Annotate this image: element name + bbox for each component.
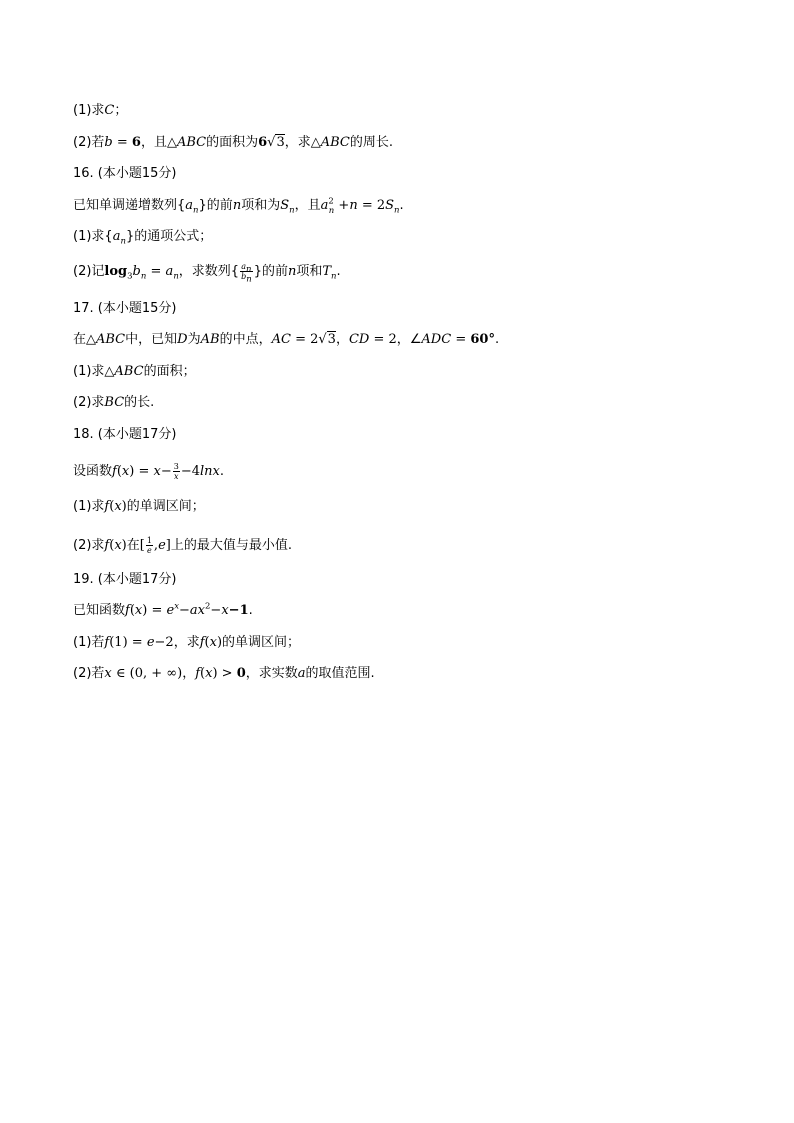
q19-stem: 已知函数$f(x) = e^x-ax^2-x-1$. (73, 601, 253, 618)
q18-stem: 设函数f(x) = x− $\frac{3}{x}$ −4lnx. (73, 462, 225, 481)
q19-part2: (2)若x ∈ (0, + ∞)，f(x) > 0，求实数a的取值范围. (73, 666, 375, 681)
q17-part1: (1)求△ABC的面积； (73, 364, 196, 379)
q19-part1: (1)若f(1) = e−2，求f(x)的单调区间； (73, 635, 301, 650)
q16-part1: (1)求$\{a_n\}$的通项公式； (73, 229, 213, 247)
q17-header: 17. (本小题15分) (73, 301, 177, 316)
q15-part2: (2)若b = 6，且△ABC的面积为6√3，求△ABC的周长. (73, 135, 394, 150)
q15-part1: (1)求C； (73, 103, 128, 118)
q16-header: 16. (本小题15分) (73, 166, 177, 181)
q17-part2: (2)求BC的长. (73, 395, 155, 410)
q18-header: 18. (本小题17分) (73, 427, 177, 442)
q19-header: 19. (本小题17分) (73, 572, 177, 587)
q18-part1: (1)求f(x)的单调区间； (73, 499, 205, 514)
q16-stem: 已知单调递增数列$\{a_n\}$的前n项和为$S_n$，且$a^2_n +n = 2S_n$. (73, 196, 404, 216)
q17-stem: 在△ABC中，已知D为AB的中点，AC = 2√3，CD = 2，∠ADC = 60°. (73, 332, 500, 347)
q18-part2: (2)求f(x)在[ $\frac{1}{e}$ ,e]上的最大值与最小值. (73, 536, 292, 555)
q16-part2: (2)记$\log_3b_n = a_n$，求数列{ $\frac{a_n}{b_n}$ }的前n项和$T_n$. (73, 262, 341, 285)
